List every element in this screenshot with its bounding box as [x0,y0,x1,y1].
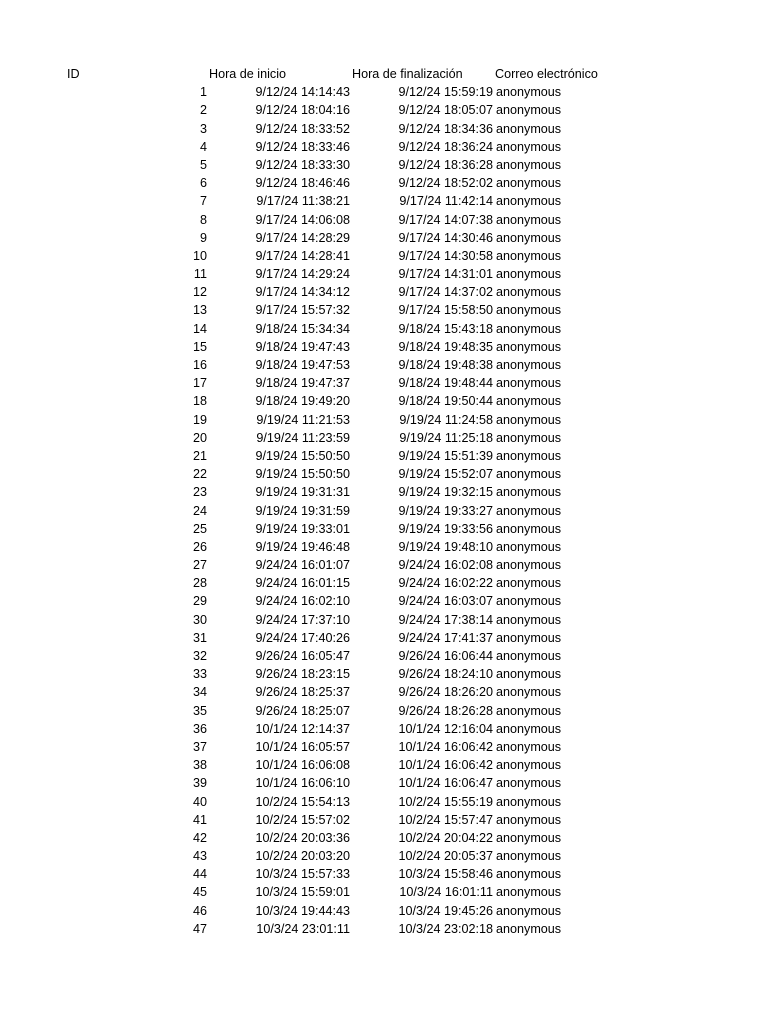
cell-id: 11 [193,267,207,282]
cell-id: 6 [199,176,207,191]
cell-end-time: 9/24/24 17:38:14 [398,612,493,627]
cell-id: 28 [192,576,207,591]
cell-start-time: 9/12/24 18:33:46 [255,139,350,154]
cell-id: 30 [192,612,207,627]
cell-email: anonymous [496,921,562,936]
cell-email: anonymous [496,885,562,900]
cell-start-time: 9/26/24 18:23:15 [255,667,350,682]
cell-end-time: 9/12/24 18:34:36 [398,121,493,136]
cell-end-time: 9/19/24 11:25:18 [399,430,493,445]
cell-end-time: 9/19/24 19:33:27 [398,503,493,518]
cell-id: 4 [199,139,207,154]
cell-email: anonymous [496,721,562,736]
cell-end-time: 9/18/24 19:48:44 [398,376,493,391]
cell-end-time: 10/3/24 23:02:18 [398,921,493,936]
table-row [0,665,768,683]
cell-end-time: 9/17/24 14:30:58 [398,248,493,263]
table-row [0,902,768,920]
cell-id: 24 [192,503,207,518]
table-body [0,83,768,938]
table-row [0,411,768,429]
cell-email: anonymous [496,794,562,809]
cell-id: 33 [192,667,207,682]
cell-id: 41 [192,812,207,827]
cell-end-time: 10/1/24 16:06:42 [398,758,493,773]
cell-end-time: 10/1/24 12:16:04 [398,721,493,736]
cell-id: 39 [192,776,207,791]
table-row [0,301,768,319]
cell-id: 1 [199,85,207,100]
cell-id: 18 [192,394,207,409]
cell-end-time: 9/24/24 16:02:22 [398,576,493,591]
cell-start-time: 10/2/24 15:54:13 [255,794,350,809]
table-row [0,283,768,301]
table-row [0,356,768,374]
cell-id: 14 [192,321,207,336]
cell-email: anonymous [496,85,562,100]
table-row [0,483,768,501]
cell-email: anonymous [496,758,562,773]
cell-id: 13 [192,303,207,318]
cell-id: 22 [192,467,207,482]
cell-start-time: 9/19/24 19:46:48 [255,539,350,554]
table-row [0,629,768,647]
header-row [0,65,768,83]
table-row [0,229,768,247]
table-row [0,192,768,210]
cell-start-time: 9/24/24 16:01:15 [255,576,350,591]
cell-id: 17 [192,376,207,391]
table-row [0,738,768,756]
cell-id: 45 [192,885,207,900]
table-row [0,502,768,520]
cell-start-time: 9/18/24 19:49:20 [255,394,350,409]
table-row [0,611,768,629]
table-row [0,793,768,811]
table-row [0,829,768,847]
cell-id: 23 [192,485,207,500]
cell-start-time: 10/1/24 12:14:37 [255,721,350,736]
cell-end-time: 9/26/24 16:06:44 [398,649,493,663]
table-row [0,156,768,174]
cell-end-time: 9/19/24 19:32:15 [398,485,493,500]
cell-end-time: 9/17/24 14:07:38 [398,212,493,227]
cell-email: anonymous [496,157,562,172]
table-row [0,538,768,556]
table-row [0,883,768,901]
cell-id: 5 [199,157,207,172]
table-row [0,865,768,883]
cell-end-time: 10/2/24 15:57:47 [398,812,493,827]
table-row [0,320,768,338]
cell-email: anonymous [496,212,562,227]
cell-email: anonymous [496,176,562,191]
cell-email: anonymous [496,812,562,827]
table-row [0,101,768,119]
cell-email: anonymous [496,667,562,682]
cell-end-time: 9/26/24 18:24:10 [398,667,493,682]
table-row [0,447,768,465]
cell-start-time: 9/17/24 14:28:29 [255,230,350,245]
cell-email: anonymous [496,739,562,754]
cell-start-time: 9/17/24 11:38:21 [256,194,350,209]
cell-start-time: 9/12/24 18:33:52 [255,121,350,136]
cell-email: anonymous [496,594,562,609]
table-row [0,756,768,774]
table-row [0,392,768,410]
header-start-time: Hora de inicio [209,67,287,81]
table-row [0,83,768,101]
cell-id: 21 [192,448,207,463]
cell-start-time: 10/3/24 19:44:43 [255,903,350,918]
cell-end-time: 10/1/24 16:06:42 [398,739,493,754]
cell-end-time: 9/12/24 18:36:28 [398,157,493,172]
cell-end-time: 9/19/24 11:24:58 [399,412,493,427]
cell-email: anonymous [496,703,562,718]
cell-end-time: 10/2/24 20:05:37 [398,849,493,864]
cell-email: anonymous [496,630,562,645]
cell-start-time: 9/12/24 18:04:16 [255,103,350,118]
cell-start-time: 9/26/24 18:25:37 [255,685,350,700]
table-row [0,847,768,865]
cell-id: 36 [192,721,207,736]
cell-start-time: 9/17/24 14:29:24 [255,267,350,282]
cell-email: anonymous [496,230,562,245]
table-row [0,774,768,792]
cell-end-time: 9/19/24 15:51:39 [398,448,493,463]
table-row [0,811,768,829]
cell-id: 34 [192,685,207,700]
cell-email: anonymous [496,103,562,118]
cell-start-time: 9/18/24 15:34:34 [255,321,350,336]
cell-start-time: 9/19/24 19:31:59 [255,503,350,518]
cell-start-time: 9/18/24 19:47:53 [255,358,350,372]
cell-end-time: 10/2/24 15:55:19 [398,794,493,809]
cell-id: 47 [192,921,207,936]
cell-id: 19 [192,412,207,427]
cell-id: 8 [199,212,207,227]
cell-end-time: 9/12/24 15:59:19 [398,85,493,100]
cell-start-time: 10/3/24 15:57:33 [255,867,350,882]
cell-start-time: 9/19/24 19:33:01 [255,521,350,536]
cell-id: 3 [199,121,207,136]
cell-email: anonymous [496,267,562,282]
cell-email: anonymous [496,776,562,791]
cell-start-time: 10/1/24 16:06:10 [255,776,350,791]
cell-id: 44 [192,867,207,882]
cell-start-time: 9/19/24 11:21:53 [256,412,350,427]
table-row [0,465,768,483]
cell-email: anonymous [496,521,562,536]
cell-start-time: 9/24/24 17:37:10 [255,612,350,627]
cell-start-time: 10/2/24 20:03:20 [255,849,350,864]
table-row [0,720,768,738]
cell-email: anonymous [496,139,562,154]
cell-end-time: 9/24/24 16:02:08 [398,558,493,573]
cell-id: 12 [192,285,207,300]
table-row [0,374,768,392]
cell-email: anonymous [496,376,562,391]
table-row [0,174,768,192]
cell-email: anonymous [496,830,562,845]
cell-email: anonymous [496,430,562,445]
cell-id: 31 [192,630,207,645]
cell-email: anonymous [496,303,562,318]
cell-start-time: 9/19/24 15:50:50 [255,467,350,482]
cell-end-time: 9/12/24 18:36:24 [398,139,493,154]
cell-email: anonymous [496,358,562,372]
header-email: Correo electrónico [495,67,598,81]
cell-id: 29 [192,594,207,609]
cell-id: 35 [192,703,207,718]
table-row [0,120,768,138]
cell-end-time: 9/12/24 18:05:07 [398,103,493,118]
cell-email: anonymous [496,576,562,591]
cell-end-time: 9/12/24 18:52:02 [398,176,493,191]
cell-end-time: 9/17/24 14:30:46 [398,230,493,245]
cell-end-time: 9/18/24 19:50:44 [398,394,493,409]
cell-email: anonymous [496,903,562,918]
table-row [0,138,768,156]
cell-email: anonymous [496,649,562,663]
table-row [0,520,768,538]
cell-end-time: 10/3/24 19:45:26 [398,903,493,918]
cell-email: anonymous [496,685,562,700]
cell-id: 42 [192,830,207,845]
cell-start-time: 9/17/24 14:34:12 [255,285,350,300]
cell-end-time: 9/18/24 19:48:35 [398,339,493,354]
cell-end-time: 9/17/24 14:31:01 [398,267,493,282]
table-row [0,592,768,610]
cell-email: anonymous [496,412,562,427]
cell-start-time: 10/1/24 16:05:57 [255,739,350,754]
cell-id: 9 [199,230,207,245]
cell-email: anonymous [496,867,562,882]
cell-email: anonymous [496,558,562,573]
cell-start-time: 9/17/24 14:28:41 [255,248,350,263]
cell-end-time: 9/17/24 14:37:02 [398,285,493,300]
cell-end-time: 9/19/24 15:52:07 [398,467,493,482]
cell-email: anonymous [496,539,562,554]
cell-id: 40 [192,794,207,809]
table-row [0,574,768,592]
cell-start-time: 9/19/24 19:31:31 [255,485,350,500]
cell-email: anonymous [496,612,562,627]
cell-end-time: 9/18/24 19:48:38 [398,358,493,372]
cell-id: 25 [192,521,207,536]
cell-email: anonymous [496,448,562,463]
cell-start-time: 9/18/24 19:47:43 [255,339,350,354]
cell-start-time: 10/1/24 16:06:08 [255,758,350,773]
cell-start-time: 9/18/24 19:47:37 [255,376,350,391]
cell-email: anonymous [496,339,562,354]
cell-start-time: 10/3/24 15:59:01 [255,885,350,900]
cell-end-time: 10/2/24 20:04:22 [398,830,493,845]
cell-end-time: 9/18/24 15:43:18 [398,321,493,336]
cell-id: 46 [192,903,207,918]
table-row [0,647,768,665]
table-row [0,683,768,701]
cell-email: anonymous [496,321,562,336]
cell-id: 20 [192,430,207,445]
cell-start-time: 9/19/24 15:50:50 [255,448,350,463]
table-row [0,338,768,356]
cell-end-time: 9/19/24 19:33:56 [398,521,493,536]
table-row [0,265,768,283]
cell-end-time: 9/19/24 19:48:10 [398,539,493,554]
cell-start-time: 9/24/24 17:40:26 [255,630,350,645]
header-end-time: Hora de finalización [352,67,463,81]
cell-start-time: 9/12/24 14:14:43 [255,85,350,100]
cell-email: anonymous [496,248,562,263]
cell-start-time: 9/26/24 16:05:47 [255,649,350,663]
spreadsheet [0,65,768,938]
cell-id: 32 [192,649,207,663]
cell-start-time: 10/2/24 15:57:02 [255,812,350,827]
cell-start-time: 9/12/24 18:33:30 [255,157,350,172]
cell-id: 26 [192,539,207,554]
cell-start-time: 9/12/24 18:46:46 [255,176,350,191]
table-row [0,920,768,938]
cell-id: 38 [192,758,207,773]
cell-end-time: 9/26/24 18:26:20 [398,685,493,700]
cell-start-time: 9/17/24 15:57:32 [255,303,350,318]
cell-email: anonymous [496,121,562,136]
table-row [0,247,768,265]
cell-id: 43 [192,849,207,864]
cell-start-time: 9/17/24 14:06:08 [255,212,350,227]
cell-end-time: 10/3/24 16:01:11 [399,885,493,900]
cell-id: 15 [192,339,207,354]
cell-end-time: 9/17/24 11:42:14 [399,194,493,209]
cell-start-time: 9/26/24 18:25:07 [255,703,350,718]
cell-id: 27 [192,558,207,573]
cell-end-time: 9/26/24 18:26:28 [398,703,493,718]
cell-end-time: 9/17/24 15:58:50 [398,303,493,318]
table-row [0,429,768,447]
cell-email: anonymous [496,503,562,518]
cell-start-time: 9/24/24 16:01:07 [255,558,350,573]
table-row [0,211,768,229]
cell-id: 16 [192,358,207,372]
cell-start-time: 10/3/24 23:01:11 [256,921,350,936]
cell-email: anonymous [496,849,562,864]
cell-email: anonymous [496,467,562,482]
cell-id: 7 [199,194,207,209]
table-row [0,702,768,720]
cell-start-time: 9/24/24 16:02:10 [255,594,350,609]
cell-start-time: 10/2/24 20:03:36 [255,830,350,845]
header-id: ID [67,67,80,81]
cell-email: anonymous [496,394,562,409]
cell-end-time: 10/3/24 15:58:46 [398,867,493,882]
cell-id: 2 [199,103,207,118]
cell-end-time: 9/24/24 17:41:37 [398,630,493,645]
cell-end-time: 9/24/24 16:03:07 [398,594,493,609]
cell-email: anonymous [496,485,562,500]
cell-email: anonymous [496,285,562,300]
cell-end-time: 10/1/24 16:06:47 [398,776,493,791]
table-row [0,556,768,574]
cell-id: 10 [192,248,207,263]
cell-start-time: 9/19/24 11:23:59 [256,430,350,445]
cell-id: 37 [192,739,207,754]
cell-email: anonymous [496,194,562,209]
